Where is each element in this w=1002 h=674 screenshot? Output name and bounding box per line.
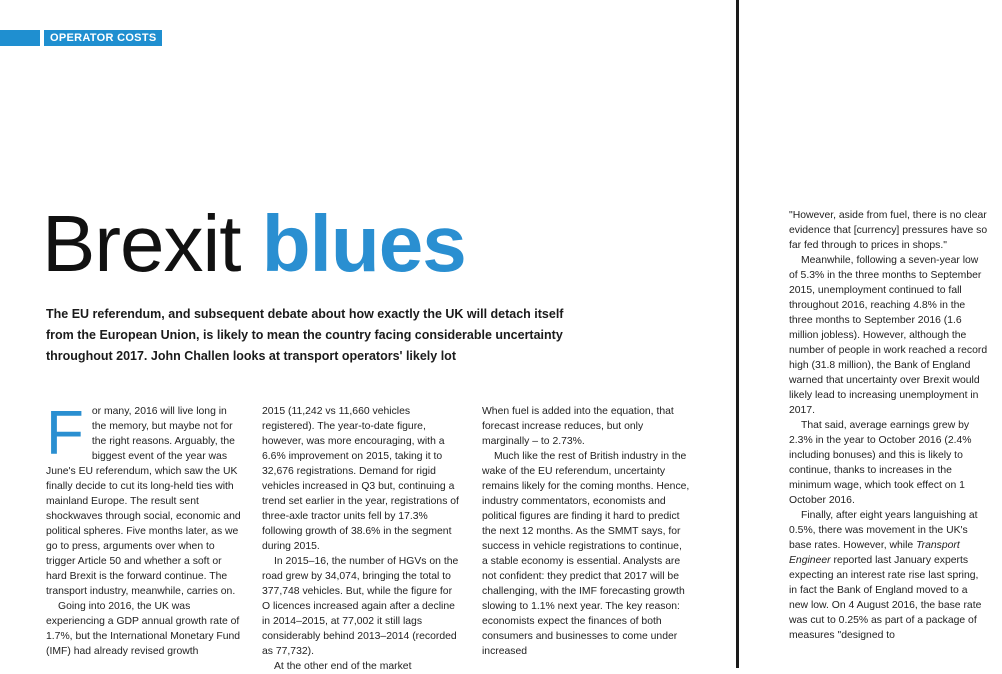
paragraph-text: or many, 2016 will live long in the memory, but maybe not for the right reasons. Arguably, the biggest event of the year was June's EU referendum, which saw the UK finally decide to cut its long-held ties with mainland Europe. The result sent shockwaves through social, economic and political spheres. Five months later, as we go to press, arguments over when to trigger Article 50 and whether a soft or hard Brexit is the forward continue. The transport industry, meanwhile, carries on. xyxy=(46,406,241,597)
dropcap: F xyxy=(46,399,84,468)
paragraph: When fuel is added into the equation, that forecast increase reduces, but only marginally – to 2.73%. xyxy=(482,406,674,447)
paragraph xyxy=(789,508,989,643)
section-accent-bar xyxy=(0,30,40,46)
paragraph: "However, aside from fuel, there is no clear evidence that [currency] pressures have so far fed through to prices in shops." xyxy=(789,210,988,251)
paragraph: Meanwhile, following a seven-year low of 5.3% in the three months to September 2015, unemployment continued to fall throughout 2016, reaching 4.8% in the three months to September 2016 (1.6 million jobless). However, although the number of people in work reached a record high (31.8 million), the Bank of England warned that uncertainty over Brexit would likely lead to increasing unemployment in 2017. xyxy=(789,255,988,416)
article-column-3 xyxy=(482,404,690,659)
right-page xyxy=(739,0,1002,668)
headline-accent: blues xyxy=(261,199,466,288)
paragraph: Going into 2016, the UK was experiencing a GDP annual growth rate of 1.7%, but the International Monetary Fund (IMF) had already revised growth xyxy=(46,601,241,657)
headline-main: Brexit xyxy=(42,199,241,288)
article-column-1 xyxy=(46,399,244,659)
article-column-2 xyxy=(262,404,462,674)
headline xyxy=(42,198,466,290)
article-column-4 xyxy=(789,208,989,643)
standfirst: The EU referendum, and subsequent debate about how exactly the UK will detach itself from the European Union, is likely to mean the country facing considerable uncertainty throughout 2017. John Challen looks at transport operators' likely lot xyxy=(46,307,564,363)
paragraph: 2015 (11,242 vs 11,660 vehicles registered). The year-to-date figure, however, was more encouraging, with a 6.6% improvement on 2015, taking it to 32,676 registrations. Demand for rigid vehicles increased in Q3 but, continuing a trend set earlier in the year, registrations of three-axle tractor units fell by 17.3% following growth of 38.6% in the segment during 2015. xyxy=(262,406,459,552)
paragraph-text: Finally, after eight years languishing at 0.5%, there was movement in the UK's base rates. However, while xyxy=(789,510,978,551)
paragraph xyxy=(46,399,244,599)
paragraph-text: reported last January experts expecting an interest rate rise last spring, in fact the Bank of England moved to a new low. On 4 August 2016, the base rate was cut to 0.25% as part of a package of measures "designed to xyxy=(789,555,982,641)
paragraph: At the other end of the market xyxy=(274,661,412,672)
paragraph: Much like the rest of British industry in the wake of the EU referendum, uncertainty remains likely for the coming months. Hence, industry commentators, economists and political figures are finding it hard to predict the next 12 months. As the SMMT says, for success in vehicle registrations to continue, a stable economy is essential. Analysts are not confident: they predict that 2017 will be challenging, with the IMF forecasting growth slowing to 1.1% next year. The key reason: economists expect the finances of both consumers and businesses to come under increased xyxy=(482,451,690,657)
paragraph: In 2015–16, the number of HGVs on the road grew by 34,074, bringing the total to 377,748 vehicles. But, while the figure for O licences increased again after a decline in 2014–2015, at 77,002 it still lags considerably behind 2013–2014 (recorded as 77,732). xyxy=(262,556,459,657)
section-tag: OPERATOR COSTS xyxy=(44,30,162,46)
paragraph: That said, average earnings grew by 2.3% in the year to October 2016 (2.4% including bonuses) and this is likely to continue, thanks to increases in the minimum wage, which took effect on 1 October 2016. xyxy=(789,420,972,506)
publication-name: Transport Engineer xyxy=(789,540,960,566)
